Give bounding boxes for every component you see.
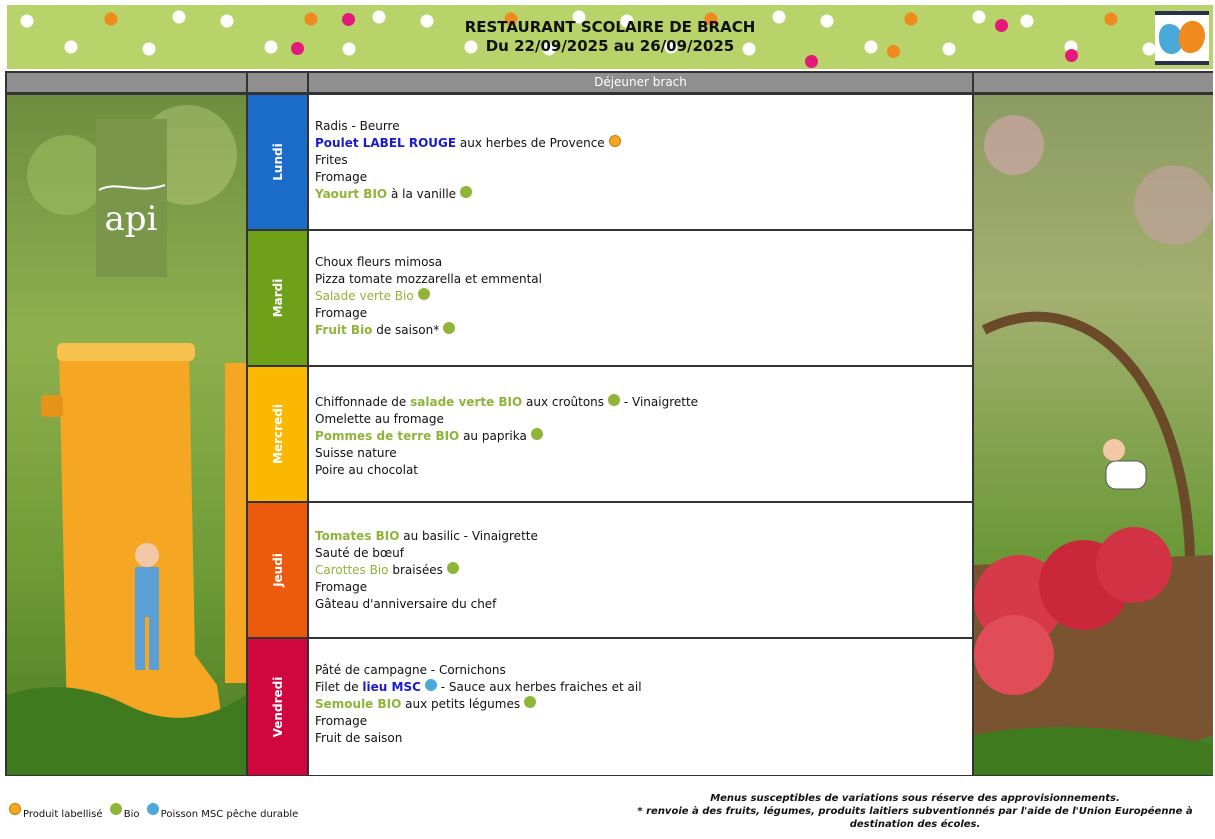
bio-icon — [524, 696, 536, 708]
decor-dot — [805, 55, 818, 68]
bio-icon — [608, 394, 620, 406]
note-variations: Menus susceptibles de variations sous réserve des approvisionnements. — [710, 793, 1120, 804]
menu-text: Choux fleurs mimosa — [315, 255, 443, 269]
day-name: Mercredi — [270, 404, 285, 464]
menu-line — [315, 545, 966, 562]
label-rouge-icon — [609, 135, 621, 147]
day-tab-vendredi — [248, 639, 307, 775]
menu-text: - — [347, 119, 360, 133]
menu-line — [315, 186, 966, 203]
menu-text: aux croûtons — [522, 395, 605, 409]
menu-text: Poire au chocolat — [315, 463, 419, 477]
msc-fish-icon — [147, 803, 159, 815]
menu-line — [315, 713, 966, 730]
bio-icon — [418, 288, 430, 300]
menu-line — [315, 596, 966, 613]
menu-line — [315, 411, 966, 428]
menu-text: Fromage — [315, 580, 368, 594]
date-range: Du 22/09/2025 au 26/09/2025 — [485, 37, 735, 55]
menu-text: Pommes de terre BIO — [315, 429, 460, 443]
menu-text: Pâté de campagne - Cornichons — [315, 663, 506, 677]
right-decor-image — [974, 95, 1213, 775]
column-header: Déjeuner brach — [309, 73, 972, 92]
menu-text: Tomates BIO — [315, 529, 400, 543]
menu-text: Pizza tomate mozzarella et emmental — [315, 272, 542, 286]
menu-text: Yaourt BIO — [315, 187, 388, 201]
header-cell-day — [248, 73, 307, 92]
menu-line — [315, 730, 966, 747]
menu-text: Fruit de saison — [315, 731, 403, 745]
menu-text: Fruit Bio — [315, 323, 373, 337]
legend-msc: Poisson MSC pêche durable — [160, 809, 299, 820]
menu-text: Fromage — [315, 306, 368, 320]
bio-icon — [447, 562, 459, 574]
menu-text: Carottes Bio — [315, 563, 389, 577]
menu-text: - Vinaigrette — [620, 395, 699, 409]
menu-cell-lundi — [309, 95, 972, 229]
menu-line — [315, 305, 966, 322]
menu-text: Omelette au fromage — [315, 412, 444, 426]
logo-shape — [1179, 21, 1205, 53]
menu-text: aux petits légumes — [401, 697, 521, 711]
day-name: Jeudi — [270, 553, 285, 587]
menu-line — [315, 562, 966, 579]
menu-text: Salade verte Bio — [315, 289, 414, 303]
menu-line — [315, 152, 966, 169]
bio-icon — [460, 186, 472, 198]
menu-text: au basilic - Vinaigrette — [399, 529, 538, 543]
menu-text: Suisse nature — [315, 446, 397, 460]
header-cell-left — [7, 73, 246, 92]
menu-line — [315, 679, 966, 696]
menu-cell-mercredi — [309, 367, 972, 501]
menu-line — [315, 428, 966, 445]
menu-line — [315, 528, 966, 545]
api-logo-text: api — [104, 199, 158, 239]
menu-line — [315, 118, 966, 135]
menu-text: Chiffonnade de — [315, 395, 411, 409]
menu-text: lieu MSC — [362, 680, 421, 694]
menu-line — [315, 579, 966, 596]
menu-line — [315, 462, 966, 479]
footer-notes — [620, 792, 1210, 831]
menu-text: aux herbes de Provence — [456, 136, 605, 150]
day-tab-jeudi — [248, 503, 307, 637]
legend-label: Produit labellisé — [23, 809, 103, 820]
menu-text: Frites — [315, 153, 348, 167]
menu-text: à la vanille — [387, 187, 457, 201]
legend — [9, 803, 298, 820]
menu-text: Beurre — [359, 119, 400, 133]
menu-line — [315, 662, 966, 679]
label-rouge-icon — [9, 803, 21, 815]
menu-line — [315, 169, 966, 186]
decor-dot — [1065, 49, 1078, 62]
decor-dot — [995, 19, 1008, 32]
note-eu-subsidy: * renvoie à des fruits, légumes, produits laitiers subventionnés par l'aide de l'Union Européenne à destination des écoles. — [637, 806, 1193, 830]
bio-icon — [531, 428, 543, 440]
menu-line — [315, 696, 966, 713]
msc-fish-icon — [425, 679, 437, 691]
page-title — [300, 18, 920, 56]
legend-bio: Bio — [123, 809, 140, 820]
menu-text: Filet de — [315, 680, 363, 694]
header-cell-right — [974, 73, 1213, 92]
menu-text: Gâteau d'anniversaire du chef — [315, 597, 497, 611]
menu-text: de saison* — [372, 323, 440, 337]
menu-text: - Sauce aux herbes fraiches et ail — [436, 680, 642, 694]
bio-icon — [110, 803, 122, 815]
menu-text: salade verte BIO — [410, 395, 523, 409]
menu-line — [315, 394, 966, 411]
day-name: Vendredi — [270, 676, 285, 738]
menu-text: au paprika — [459, 429, 527, 443]
day-name: Lundi — [270, 143, 285, 181]
apple-basket-illustration — [974, 95, 1213, 775]
menu-cell-mardi — [309, 231, 972, 365]
corner-logo — [1155, 11, 1209, 65]
menu-text: Fromage — [315, 170, 368, 184]
day-name: Mardi — [270, 278, 285, 318]
menu-line — [315, 445, 966, 462]
menu-line — [315, 271, 966, 288]
day-tab-mercredi — [248, 367, 307, 501]
boot-illustration — [7, 95, 246, 775]
menu-text: Radis — [315, 119, 348, 133]
day-tab-lundi — [248, 95, 307, 229]
bio-icon — [443, 322, 455, 334]
left-decor-image — [7, 95, 246, 775]
menu-text: Semoule BIO — [315, 697, 402, 711]
menu-line — [315, 322, 966, 339]
menu-line — [315, 288, 966, 305]
menu-cell-vendredi — [309, 639, 972, 775]
menu-line — [315, 254, 966, 271]
day-tab-mardi — [248, 231, 307, 365]
menu-text: Fromage — [315, 714, 368, 728]
menu-text: Poulet LABEL ROUGE — [315, 136, 457, 150]
menu-text: braisées — [388, 563, 443, 577]
restaurant-name: RESTAURANT SCOLAIRE DE BRACH — [464, 18, 756, 36]
menu-cell-jeudi — [309, 503, 972, 637]
menu-text: Sauté de bœuf — [315, 546, 405, 560]
menu-line — [315, 135, 966, 152]
